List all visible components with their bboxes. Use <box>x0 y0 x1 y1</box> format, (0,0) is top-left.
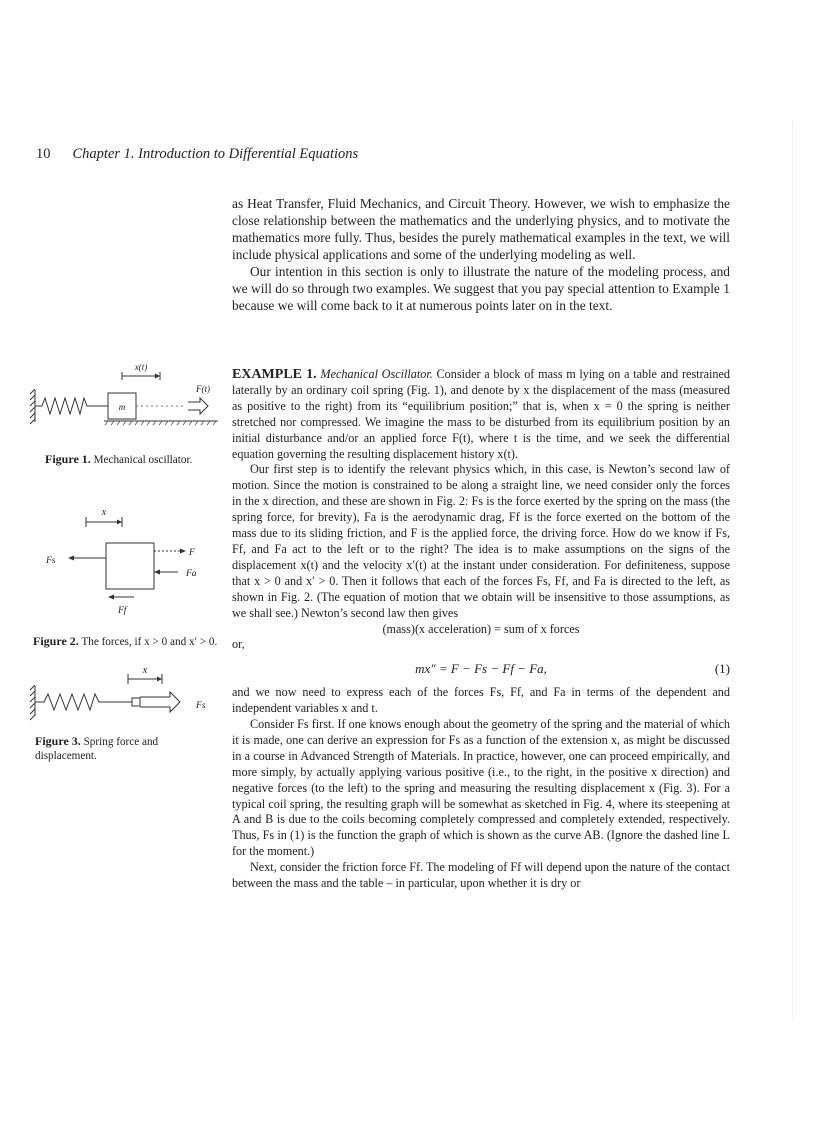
margin-scan-artifact <box>792 120 807 1020</box>
fig1-force-arrow <box>188 398 208 414</box>
example-p1-text: Consider a block of mass m lying on a table and restrained laterally by an ordinary coil spring (Fig. 1), and denote by x the displacement of the mass (measured as positive to the right) from its “equilibrium position;” that is, when x = 0 the spring is neither stretched nor compressed. We imagine the mass to be disturbed from its equilibrium position by an initial disturbance and/or an applied force F(t), where t is the time, and we seek the differential equation governing the resulting displacement history x(t). <box>232 367 731 461</box>
fig1-spring <box>35 398 108 414</box>
running-header <box>36 146 358 163</box>
intro-paragraph-1: as Heat Transfer, Fluid Mechanics, and Circuit Theory. However, we wish to emphasize the close relationship between the mathematics and the underlying physics, and to motivate the mathematics more fully. Thus, besides the purely mathematical examples in the text, we will include physical applications and some of the underlying modeling as well. <box>232 196 730 262</box>
fig2-fa-label: Fa <box>186 569 197 579</box>
equation-1-body: mx″ = F − Fs − Ff − Fa, <box>415 661 547 677</box>
example-paragraph-5: Next, consider the friction force Ff. The modeling of Ff will depend upon the nature of the contact between the mass and the table – in particular, upon whether it is dry or <box>232 860 730 891</box>
fig2-f-label: F <box>189 548 195 558</box>
figure-1-caption-text: Mechanical oscillator. <box>93 454 193 466</box>
fig2-x-label: x <box>101 507 107 518</box>
figure-3-caption <box>35 734 215 763</box>
example-1 <box>232 367 730 892</box>
fig1-mass-label: m <box>118 402 126 412</box>
figure-2-diagram <box>40 505 220 623</box>
fig3-force-arrow <box>140 692 180 712</box>
chapter-title: Chapter 1. Introduction to Differential Equations <box>72 146 359 162</box>
figure-1-diagram <box>28 364 224 440</box>
equation-1 <box>232 661 730 677</box>
example-paragraph-2: Our first step is to identify the relevant physics which, in this case, is Newton’s second law of motion. Since the motion is constrained to be along a straight line, we need consider only the forces in the x direction, and these are shown in Fig. 2: Fs is the force exerted by the spring on the mass (the spring force, for brevity), Fa is the aerodynamic drag, Ff is the force exerted on the bottom of the mass due to its sliding friction, and F is the applied force, the driving force. How do we know if Fs, Ff, and Fa act to the left or to the right? The idea is to make assumptions on the signs of the displacement x(t) and the velocity x′(t) at the instant under consideration. For definiteness, suppose that x > 0 and x′ > 0. Then it follows that each of the forces Fs, Ff, and Fa is directed to the left, as shown in Fig. 2. (The equation of motion that we obtain will be insensitive to those assumptions, as we shall see.) Newton’s second law then gives <box>232 462 730 620</box>
figure-3-caption-text: Spring force and displacement. <box>35 736 159 762</box>
figure-2-caption-text: The forces, if x > 0 and x′ > 0. <box>81 636 218 648</box>
intro-text <box>232 195 730 314</box>
figure-3-label: Figure 3. <box>35 734 81 748</box>
intro-paragraph-2: Our intention in this section is only to illustrate the nature of the modeling process, and we will do so through two examples. We suggest that you pay special attention to Example 1 because we will come back to it at numerous points later on in the text. <box>232 264 730 313</box>
fig3-fs-label: Fs <box>196 701 206 711</box>
newton-law-equation: (mass)(x acceleration) = sum of x forces <box>382 621 580 636</box>
example-paragraph-3: and we now need to express each of the forces Fs, Ff, and Fa in terms of the dependent and independent variables x and t. <box>232 685 730 716</box>
figure-2-caption <box>33 634 223 649</box>
figure-1-label: Figure 1. <box>45 452 91 466</box>
example-paragraph-4: Consider Fs first. If one knows enough about the geometry of the spring and the material of which it is made, one can derive an expression for Fs as a function of the extension x, as might be discussed in a course in Advanced Strength of Materials. In practice, however, one can proceed empirically, and more simply, by actually applying various positive (i.e., to the right, in the positive x direction) and negative forces (to the left) to the spring and measuring the resulting displacement x (Fig. 3). For a typical coil spring, the resulting graph will be somewhat as sketched in Fig. 4, where its steepening at A and B is due to the coils becoming completely compressed and completely extended, respectively. Thus, Fs in (1) is the function the graph of which is shown as the curve AB. (Ignore the dashed line L for the moment.) <box>232 717 730 859</box>
fig2-fs-label: Fs <box>46 556 56 566</box>
fig2-ff-label: Ff <box>118 606 127 616</box>
fig1-x-label: x(t) <box>134 364 148 372</box>
figure-1-caption <box>45 452 225 467</box>
figure-3-diagram <box>28 666 224 722</box>
fig3-spring <box>35 694 134 710</box>
fig1-force-label: F(t) <box>196 384 210 394</box>
example-name: Mechanical Oscillator. <box>320 367 433 381</box>
equation-1-number: (1) <box>714 661 730 677</box>
example-label: EXAMPLE 1. <box>232 367 317 382</box>
figure-2-label: Figure 2. <box>33 634 79 648</box>
page-number: 10 <box>36 146 51 162</box>
example-paragraph-1 <box>232 367 730 462</box>
fig2-mass-block <box>106 543 154 589</box>
fig3-x-label: x <box>142 666 148 676</box>
or-text: or, <box>232 637 245 652</box>
